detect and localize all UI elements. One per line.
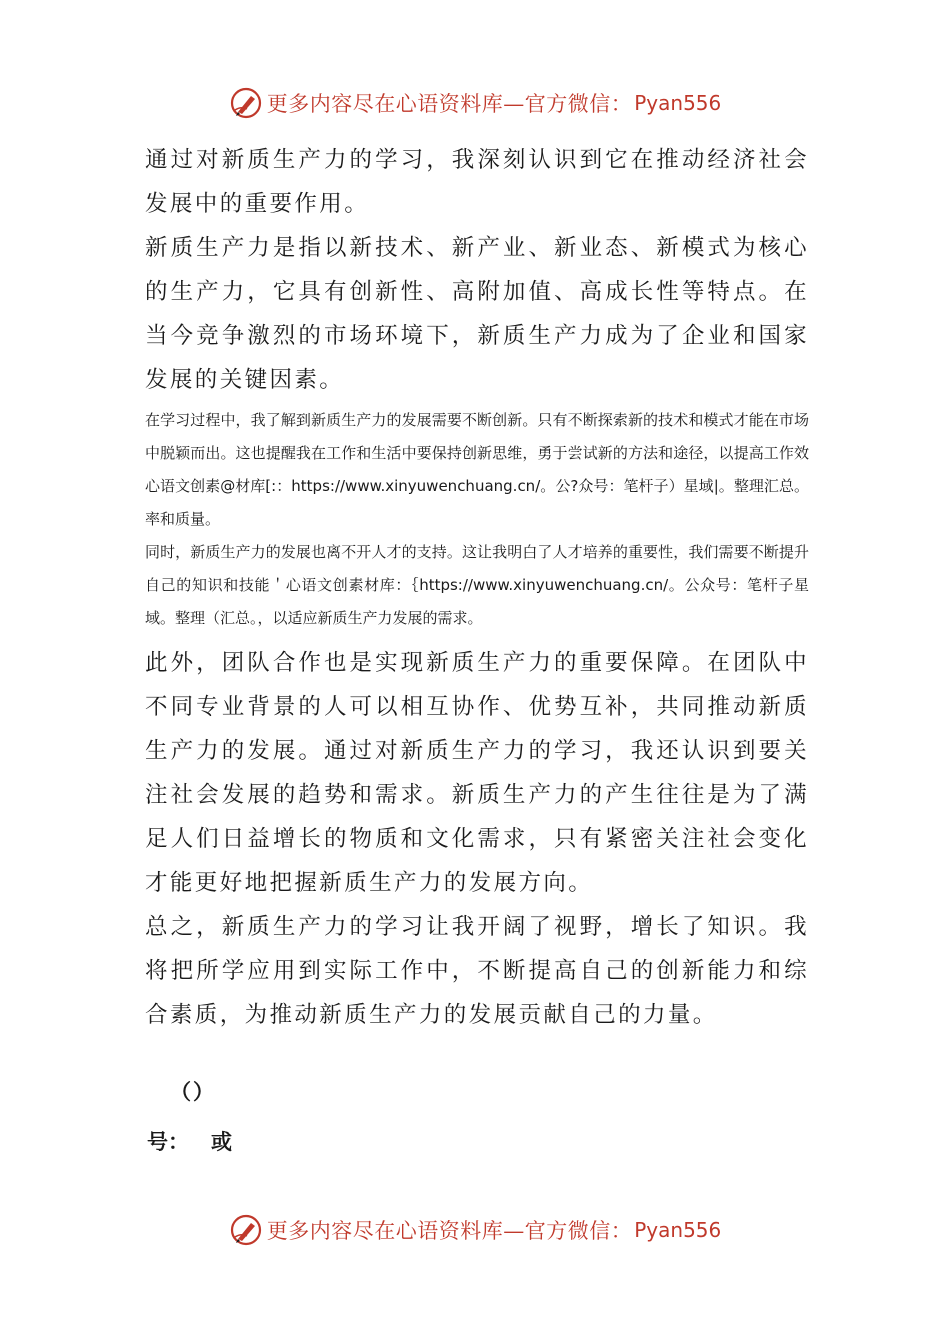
empty-parentheses: （） [170,1080,216,1104]
header-banner [0,83,950,123]
pen-logo-icon [229,86,263,120]
banner-text: 更多内容尽在心语资料库—官方微信： [266,92,633,116]
banner-text: 更多内容尽在心语资料库—官方微信： [266,1219,633,1243]
document-body [145,138,809,1037]
pen-logo-icon [229,1213,263,1247]
banner-handle: Pyan556 [634,1218,722,1242]
paragraph: 总之，新质生产力的学习让我开阔了视野，增长了知识。我将把所学应用到实际工作中，不断提高自己的创新能力和综合素质，为推动新质生产力的发展贡献自己的力量。 [145,914,809,1028]
paragraph-small: 同时，新质生产力的发展也离不开人才的支持。这让我明白了人才培养的重要性，我们需要不断提升自己的知识和技能＇心语文创素材库：｛https://www.xinyuwenchuang.cn/。公众号：笔杆子星域。整理（汇总。，以适应新质生产力发展的需求。 [145,543,809,627]
number-line [147,1126,232,1156]
small-text-section [145,404,809,635]
paragraph-small: 在学习过程中，我了解到新质生产力的发展需要不断创新。只有不断探索新的技术和模式才能在市场中脱颖而出。这也提醒我在工作和生活中要保持创新思维，勇于尝试新的方法和途径，以提高工作效心语文创素@材库[:：https://www.xinyuwenchuang.cn/。公?众号：笔杆子）星域|。整理汇总。率和质量。 [145,411,809,528]
paragraph: 新质生产力是指以新技术、新产业、新业态、新模式为核心的生产力，它具有创新性、高附加值、高成长性等特点。在当今竞争激烈的市场环境下，新质生产力成为了企业和国家发展的关键因素。 [145,235,809,393]
number-value: 或 [211,1130,232,1154]
banner-handle: Pyan556 [634,91,722,115]
number-label: 号： [147,1130,189,1154]
footer-banner [0,1210,950,1250]
paragraph: 通过对新质生产力的学习，我深刻认识到它在推动经济社会发展中的重要作用。 [145,147,809,217]
paragraph: 此外，团队合作也是实现新质生产力的重要保障。在团队中不同专业背景的人可以相互协作、优势互补，共同推动新质生产力的发展。通过对新质生产力的学习，我还认识到要关注社会发展的趋势和需求。新质生产力的产生往往是为了满足人们日益增长的物质和文化需求，只有紧密关注社会变化才能更好地把握新质生产力的发展方向。 [145,650,809,896]
